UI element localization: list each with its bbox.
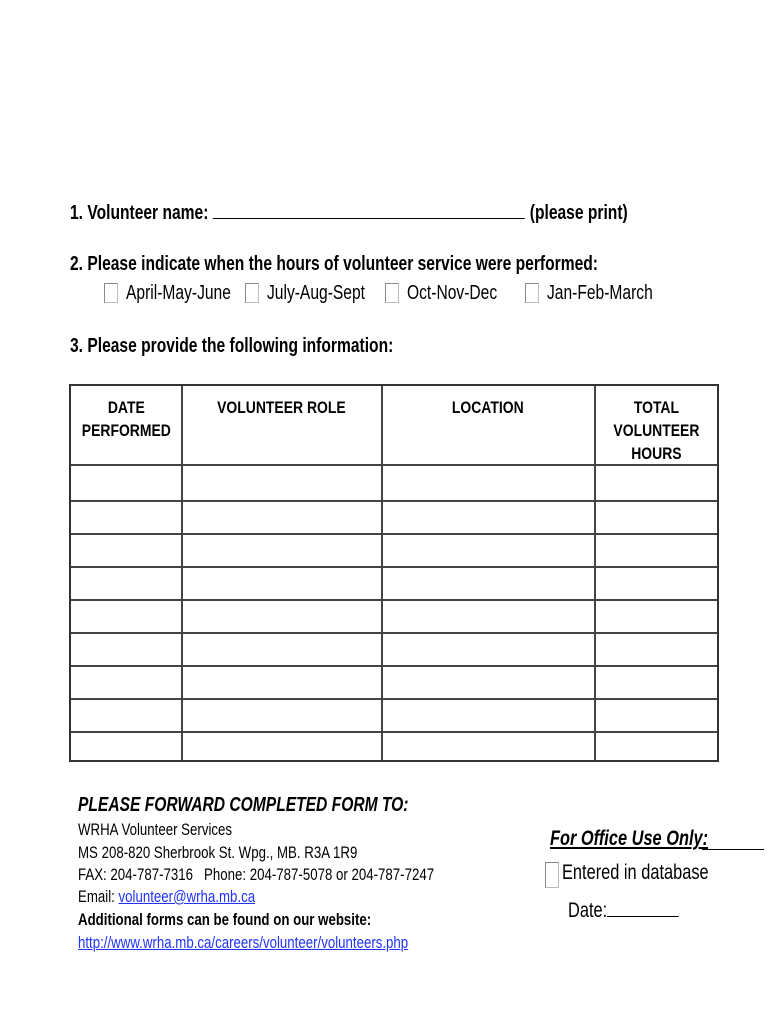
checkbox-jan-feb-march[interactable] — [525, 283, 539, 303]
option-label: Jan-Feb-March — [547, 281, 653, 304]
date-label: Date: — [568, 899, 608, 922]
office-date-row — [568, 898, 710, 923]
email-label: Email: — [78, 887, 115, 906]
volunteer-name-field[interactable] — [213, 200, 525, 219]
entered-checkbox[interactable] — [545, 862, 559, 893]
option-july-aug-sept[interactable] — [245, 281, 393, 305]
forward-heading: PLEASE FORWARD COMPLETED FORM TO: — [78, 794, 409, 816]
table-row[interactable] — [71, 566, 721, 599]
website-link[interactable]: http://www.wrha.mb.ca/careers/volunteer/volunteers.php — [78, 933, 409, 952]
email-line — [78, 887, 305, 907]
email-link[interactable]: volunteer@wrha.mb.ca — [118, 887, 256, 906]
information-label: 3. Please provide the following information: — [70, 335, 394, 357]
volunteer-name-label: 1. Volunteer name: — [70, 202, 209, 224]
table-row[interactable] — [71, 698, 721, 731]
website-note: Additional forms can be found on our website: — [78, 910, 372, 929]
hours-table — [69, 384, 719, 762]
header-date-performed: DATE PERFORMED — [81, 398, 171, 440]
service-period-label: 2. Please indicate when the hours of volunteer service were performed: — [70, 253, 598, 275]
header-volunteer-role: VOLUNTEER ROLE — [216, 398, 346, 417]
checkbox-july-aug-sept[interactable] — [245, 283, 259, 303]
date-field[interactable] — [607, 898, 679, 917]
header-total-volunteer-hours: TOTAL VOLUNTEER HOURS — [613, 398, 700, 463]
header-location: LOCATION — [451, 398, 524, 417]
office-use-rule — [702, 849, 764, 850]
table-row[interactable] — [71, 731, 721, 762]
option-label: Oct-Nov-Dec — [407, 281, 498, 304]
table-row[interactable] — [71, 464, 721, 500]
table-row[interactable] — [71, 500, 721, 533]
volunteer-name-row — [70, 200, 770, 225]
please-print-note: (please print) — [529, 202, 628, 224]
table-row[interactable] — [71, 599, 721, 632]
checkbox-oct-nov-dec[interactable] — [385, 283, 399, 303]
mailing-address: MS 208-820 Sherbrook St. Wpg., MB. R3A 1R9 — [78, 843, 358, 862]
service-period-question — [70, 253, 747, 276]
option-jan-feb-march[interactable] — [525, 281, 683, 305]
option-oct-nov-dec[interactable] — [385, 281, 523, 305]
checkbox-april-may-june[interactable] — [104, 283, 118, 303]
table-row[interactable] — [71, 665, 721, 698]
information-question — [70, 335, 485, 358]
table-row[interactable] — [71, 632, 721, 665]
option-april-may-june[interactable] — [104, 281, 260, 305]
option-label: July-Aug-Sept — [267, 281, 365, 304]
fax-phone: FAX: 204-787-7316 Phone: 204-787-5078 or 204-787-7247 — [78, 865, 435, 884]
entered-in-database-label: Entered in database — [562, 861, 709, 884]
office-use-heading: For Office Use Only: — [550, 827, 709, 850]
org-name: WRHA Volunteer Services — [78, 820, 233, 839]
option-label: April-May-June — [126, 281, 231, 304]
table-row[interactable] — [71, 533, 721, 566]
website-line — [78, 933, 501, 953]
